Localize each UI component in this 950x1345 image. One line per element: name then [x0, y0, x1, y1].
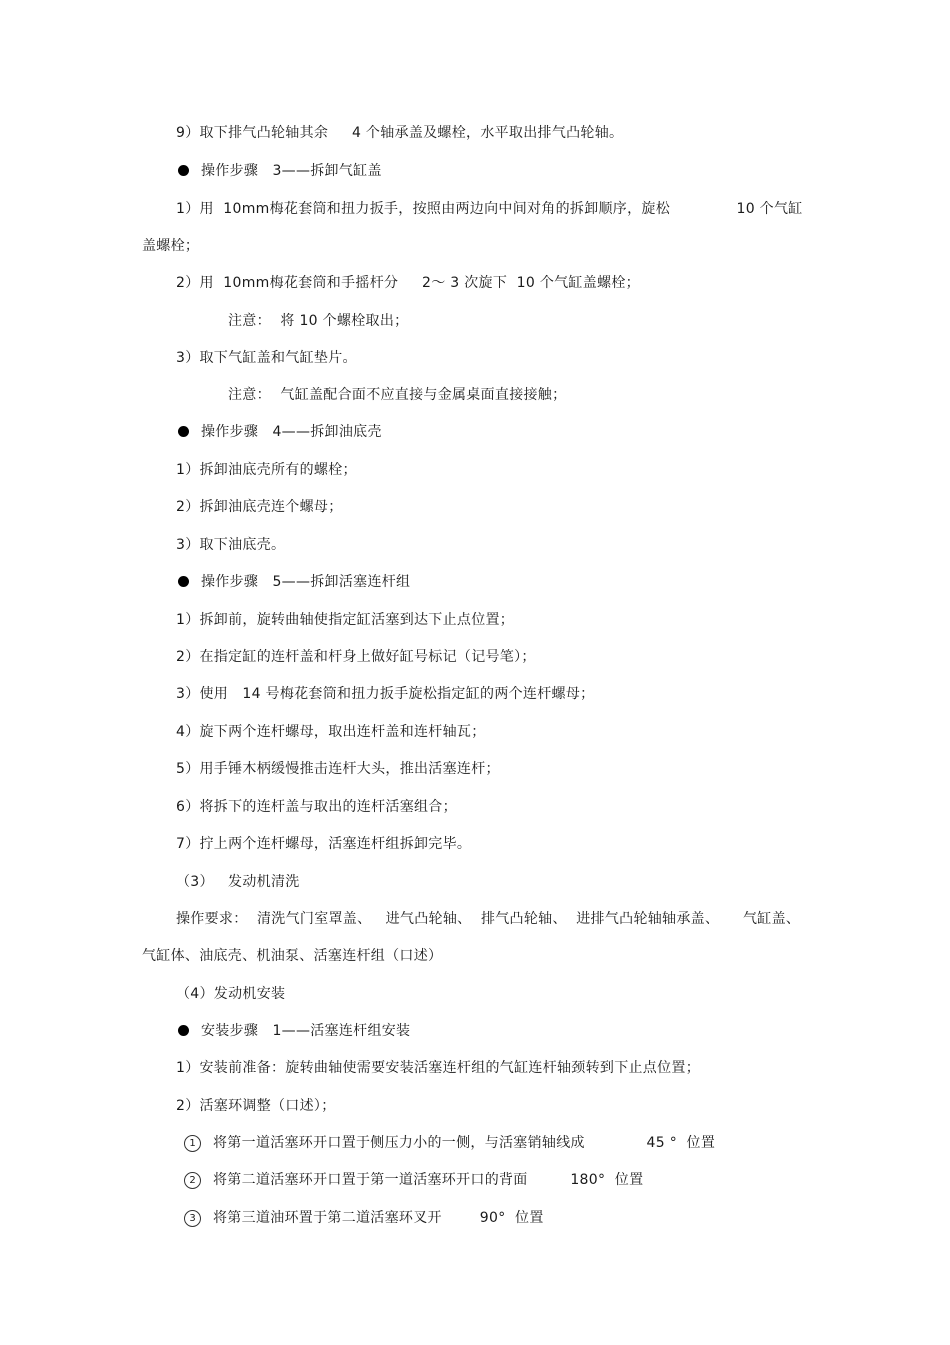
- step-line-1: [176, 1058, 700, 1078]
- bullet-icon: [178, 426, 189, 437]
- line-text: 将第三道油环置于第二道活塞环叉开 90° 位置: [213, 1210, 544, 1226]
- circled-number: 3: [184, 1210, 201, 1227]
- step-line-7: [176, 834, 471, 854]
- sub-step-3: [184, 1208, 544, 1228]
- heading-text: 操作步骤 3——拆卸气缸盖: [201, 163, 382, 179]
- step-line-3: [176, 348, 357, 368]
- line-text: 操作要求： 清洗气门室罩盖、 进气凸轮轴、 排气凸轮轴、 进排气凸轮轴轴承盖、 气缸盖、: [176, 911, 801, 927]
- bullet-icon: [178, 165, 189, 176]
- operation-step-5-heading: [178, 572, 410, 592]
- line-text: 3）使用 14 号梅花套筒和扭力扳手旋松指定缸的两个连杆螺母；: [176, 686, 595, 702]
- line-text: 1）用 10mm梅花套筒和扭力扳手，按照由两边向中间对角的拆卸顺序，旋松 10 个气缸: [176, 201, 803, 217]
- line-text: 9）取下排气凸轮轴其余 4 个轴承盖及螺栓，水平取出排气凸轮轴。: [176, 125, 624, 141]
- line-text: 将第二道活塞环开口置于第一道活塞环开口的背面 180° 位置: [213, 1172, 644, 1188]
- circled-number: 2: [184, 1172, 201, 1189]
- step-line-1: [176, 610, 514, 630]
- operation-step-4-heading: [178, 422, 382, 442]
- sub-step-2: [184, 1170, 643, 1190]
- heading-text: （4）发动机安装: [176, 986, 286, 1002]
- heading-text: 安装步骤 1——活塞连杆组安装: [201, 1023, 411, 1039]
- line-text: 2）在指定缸的连杆盖和杆身上做好缸号标记（记号笔）；: [176, 649, 536, 665]
- step-line-2: [176, 1096, 336, 1116]
- step-line-6: [176, 797, 457, 817]
- line-text: 6）将拆下的连杆盖与取出的连杆活塞组合；: [176, 799, 457, 815]
- heading-text: 操作步骤 5——拆卸活塞连杆组: [201, 574, 411, 590]
- line-text: 3）取下气缸盖和气缸垫片。: [176, 350, 357, 366]
- line-text: 1）拆卸前，旋转曲轴使指定缸活塞到达下止点位置；: [176, 612, 515, 628]
- bullet-icon: [178, 576, 189, 587]
- step-line-1: [176, 460, 357, 480]
- sub-step-1: [184, 1133, 715, 1153]
- step-line-2: [176, 497, 343, 517]
- bullet-icon: [178, 1025, 189, 1036]
- line-text: 将第一道活塞环开口置于侧压力小的一侧，与活塞销轴线成 45 ° 位置: [213, 1135, 716, 1151]
- step-line-4: [176, 722, 486, 742]
- heading-text: （3） 发动机清洗: [176, 874, 300, 890]
- line-text: 2）拆卸油底壳连个螺母；: [176, 499, 343, 515]
- note-text: 注意： 将 10 个螺栓取出；: [228, 313, 409, 329]
- circled-number: 1: [184, 1135, 201, 1152]
- line-text: 4）旋下两个连杆螺母，取出连杆盖和连杆轴瓦；: [176, 724, 486, 740]
- step-line-1: [176, 199, 803, 219]
- operation-step-3-heading: [178, 161, 382, 181]
- operation-requirement-cont: [142, 946, 442, 966]
- heading-text: 操作步骤 4——拆卸油底壳: [201, 424, 382, 440]
- step-line-1-cont: [142, 236, 199, 256]
- install-step-1-heading: [178, 1021, 410, 1041]
- line-text: 3）取下油底壳。: [176, 537, 286, 553]
- operation-requirement-line: [176, 909, 800, 929]
- line-text: 1）拆卸油底壳所有的螺栓；: [176, 462, 357, 478]
- section-heading-3: [176, 872, 300, 892]
- line-text: 气缸体、油底壳、机油泵、活塞连杆组（口述）: [142, 948, 443, 964]
- line-text: 1）安装前准备：旋转曲轴使需要安装活塞连杆组的气缸连杆轴颈转到下止点位置；: [176, 1060, 701, 1076]
- line-text: 2）活塞环调整（口述）；: [176, 1098, 336, 1114]
- step-line-2: [176, 647, 536, 667]
- note-line: [228, 311, 408, 331]
- section-heading-4: [176, 984, 285, 1004]
- step-line-3: [176, 684, 594, 704]
- note-line: [228, 385, 566, 405]
- step-line-2: [176, 273, 640, 293]
- line-text: 7）拧上两个连杆螺母，活塞连杆组拆卸完毕。: [176, 836, 472, 852]
- step-line-3: [176, 535, 285, 555]
- line-text: 2）用 10mm梅花套筒和手摇杆分 2～ 3 次旋下 10 个气缸盖螺栓；: [176, 275, 640, 291]
- line-text: 盖螺栓；: [142, 238, 200, 254]
- note-text: 注意： 气缸盖配合面不应直接与金属桌面直接接触；: [228, 387, 567, 403]
- line-text: 5）用手锤木柄缓慢推击连杆大头，推出活塞连杆；: [176, 761, 500, 777]
- step-line-5: [176, 759, 500, 779]
- step-line-9: [176, 123, 623, 143]
